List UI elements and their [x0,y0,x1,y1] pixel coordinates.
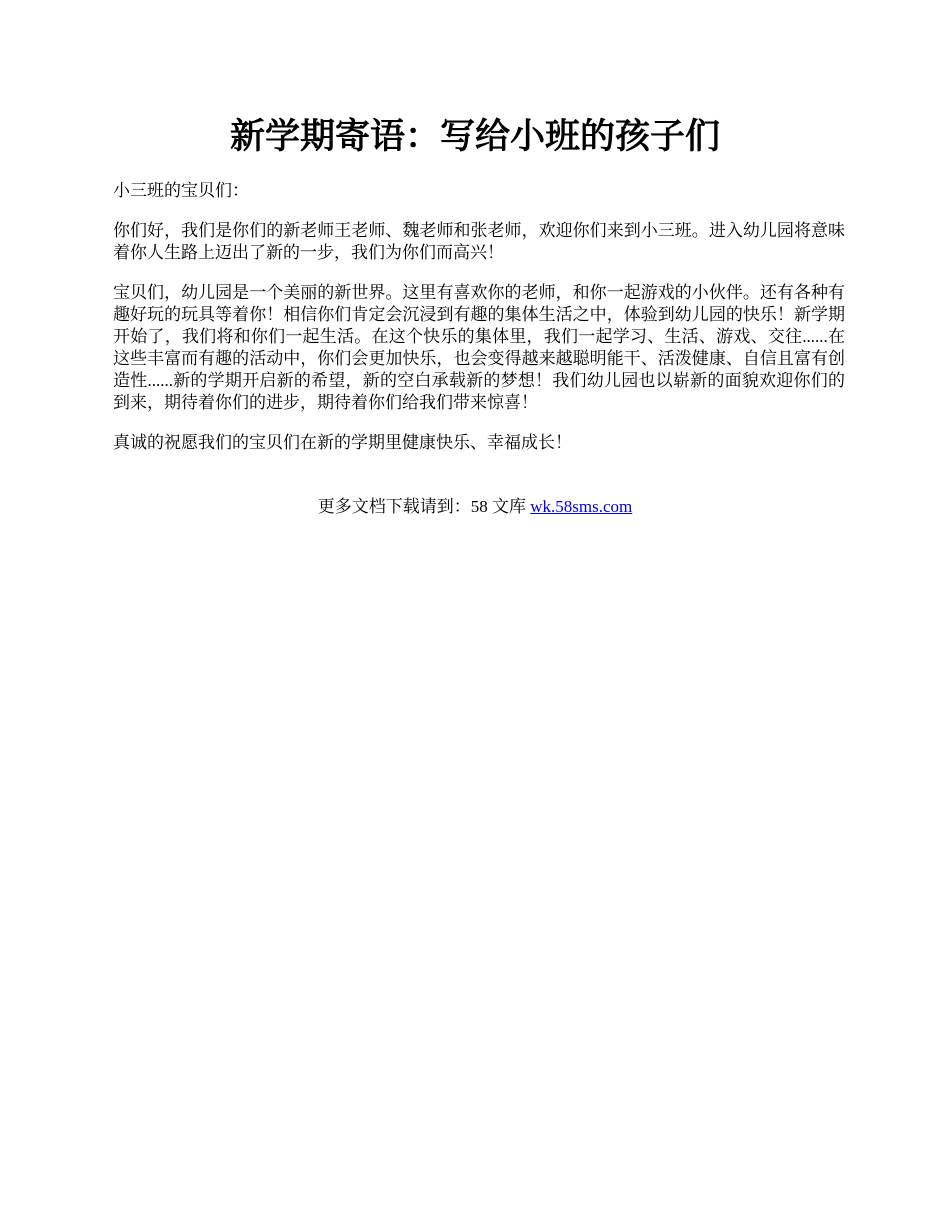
document-body [113,180,845,472]
paragraph-main: 宝贝们，幼儿园是一个美丽的新世界。这里有喜欢你的老师，和你一起游戏的小伙伴。还有各种有趣好玩的玩具等着你！相信你们肯定会沉浸到有趣的集体生活之中，体验到幼儿园的快乐！新学期开始了，我们将和你们一起生活。在这个快乐的集体里，我们一起学习、生活、游戏、交往......在这些丰富而有趣的活动中，你们会更加快乐，也会变得越来越聪明能干、活泼健康、自信且富有创造性......新的学期开启新的希望，新的空白承载新的梦想！我们幼儿园也以崭新的面貌欢迎你们的到来，期待着你们的进步，期待着你们给我们带来惊喜！ [113,283,845,412]
document-title: 新学期寄语：写给小班的孩子们 [229,117,720,156]
footer-link[interactable]: wk.58sms.com [530,497,633,516]
footer-text: 更多文档下载请到：58 文库 [317,497,531,516]
paragraph-closing: 真诚的祝愿我们的宝贝们在新的学期里健康快乐、幸福成长！ [113,433,572,452]
salutation: 小三班的宝贝们： [113,181,249,200]
paragraph-greeting: 你们好，我们是你们的新老师王老师、魏老师和张老师，欢迎你们来到小三班。进入幼儿园将意味着你人生路上迈出了新的一步，我们为你们而高兴！ [113,221,845,262]
footer [0,496,950,518]
